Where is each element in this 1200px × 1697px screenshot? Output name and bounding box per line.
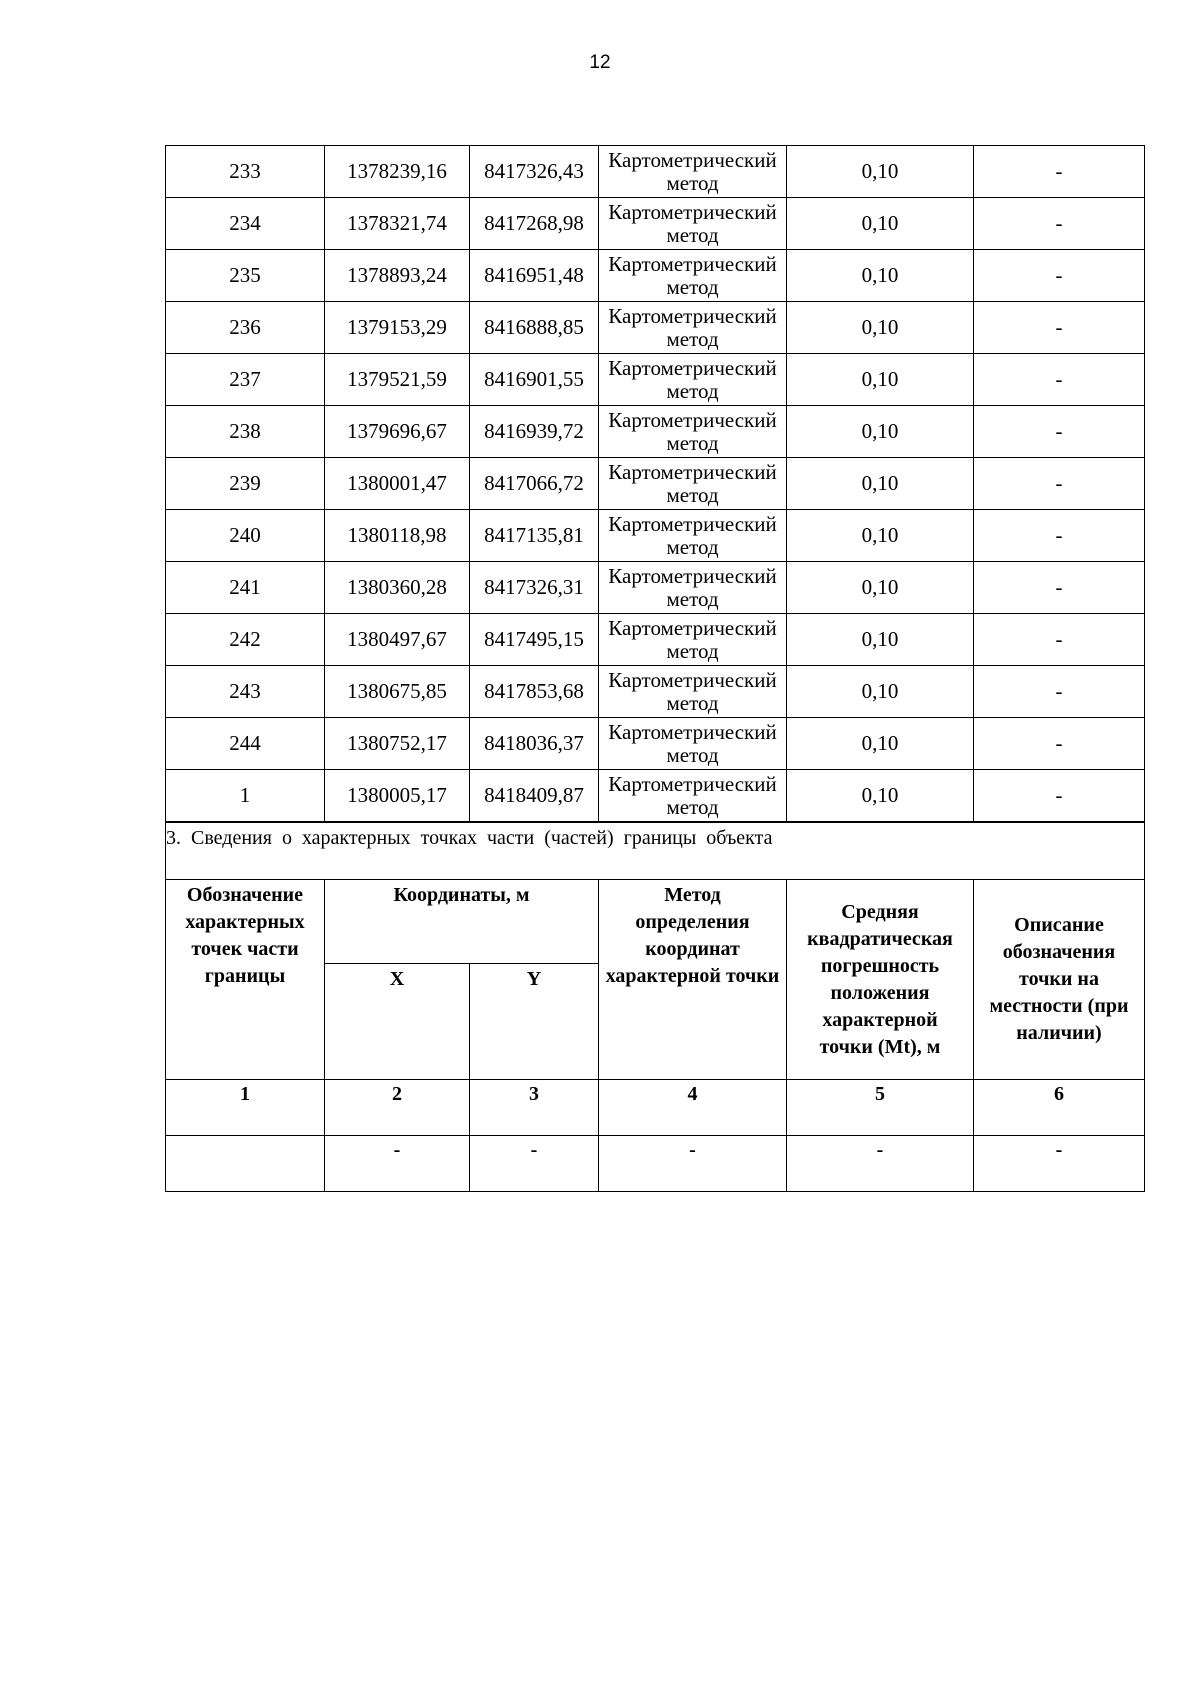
table-row xyxy=(166,406,1145,458)
section-3 xyxy=(166,822,1145,1192)
page-number: 12 xyxy=(589,52,611,73)
table-row xyxy=(166,718,1145,770)
y-coordinate-cell: 8418409,87 xyxy=(470,770,599,823)
point-cell: 237 xyxy=(166,354,325,406)
description-cell: - xyxy=(974,146,1145,198)
x-coordinate-cell: 1380497,67 xyxy=(325,614,470,666)
x-coordinate-cell: 1378239,16 xyxy=(325,146,470,198)
header-description: Описание обозначения точки на местности (при наличии) xyxy=(974,880,1145,1080)
method-text: Картометрический xyxy=(608,148,777,173)
y-coordinate-cell: 8417066,72 xyxy=(470,458,599,510)
header-method: Метод определения координат характерной точки xyxy=(599,880,787,1080)
x-coordinate-cell: 1380752,17 xyxy=(325,718,470,770)
y-coordinate-cell: 8417326,31 xyxy=(470,562,599,614)
y-coordinate-cell: 8416888,85 xyxy=(470,302,599,354)
method-cell xyxy=(599,770,787,823)
table-row xyxy=(166,250,1145,302)
method-text: метод xyxy=(666,430,719,455)
description-cell: - xyxy=(974,614,1145,666)
header-coordinates: Координаты, м xyxy=(325,880,599,964)
description-cell: - xyxy=(974,458,1145,510)
error-cell: 0,10 xyxy=(787,510,974,562)
method-text: Картометрический xyxy=(608,720,777,745)
empty-cell: - xyxy=(599,1136,787,1192)
header-row-1 xyxy=(166,880,1145,964)
x-coordinate-cell: 1380118,98 xyxy=(325,510,470,562)
point-cell: 234 xyxy=(166,198,325,250)
empty-data-row xyxy=(166,1136,1145,1192)
header-y: Y xyxy=(470,964,599,1080)
table-row xyxy=(166,510,1145,562)
section-3-title: 3. Сведения о характерных точках части (частей) границы объекта xyxy=(166,822,1145,880)
method-text: метод xyxy=(666,742,719,767)
point-cell: 242 xyxy=(166,614,325,666)
column-number: 5 xyxy=(787,1080,974,1136)
column-number: 2 xyxy=(325,1080,470,1136)
point-cell: 240 xyxy=(166,510,325,562)
x-coordinate-cell: 1379521,59 xyxy=(325,354,470,406)
method-text: метод xyxy=(666,222,719,247)
coordinates-table-body xyxy=(166,146,1145,823)
method-text: Картометрический xyxy=(608,304,777,329)
description-cell: - xyxy=(974,666,1145,718)
error-cell: 0,10 xyxy=(787,198,974,250)
error-cell: 0,10 xyxy=(787,302,974,354)
point-cell: 241 xyxy=(166,562,325,614)
table-row xyxy=(166,666,1145,718)
table-row xyxy=(166,198,1145,250)
header-designation: Обозначение характерных точек части границы xyxy=(166,880,325,1080)
x-coordinate-cell: 1380001,47 xyxy=(325,458,470,510)
error-cell: 0,10 xyxy=(787,718,974,770)
method-text: метод xyxy=(666,326,719,351)
table-row xyxy=(166,302,1145,354)
x-coordinate-cell: 1379696,67 xyxy=(325,406,470,458)
error-cell: 0,10 xyxy=(787,250,974,302)
point-cell: 239 xyxy=(166,458,325,510)
empty-cell: - xyxy=(787,1136,974,1192)
point-cell: 236 xyxy=(166,302,325,354)
description-cell: - xyxy=(974,510,1145,562)
method-cell xyxy=(599,510,787,562)
description-cell: - xyxy=(974,198,1145,250)
y-coordinate-cell: 8417268,98 xyxy=(470,198,599,250)
description-cell: - xyxy=(974,354,1145,406)
method-text: метод xyxy=(666,274,719,299)
coordinates-table xyxy=(165,145,1145,1192)
column-number: 3 xyxy=(470,1080,599,1136)
error-cell: 0,10 xyxy=(787,354,974,406)
method-cell xyxy=(599,718,787,770)
method-text: Картометрический xyxy=(608,668,777,693)
method-text: Картометрический xyxy=(608,616,777,641)
column-number: 6 xyxy=(974,1080,1145,1136)
error-cell: 0,10 xyxy=(787,666,974,718)
header-error: Средняя квадратическая погрешность положения характерной точки (Mt), м xyxy=(787,880,974,1080)
point-cell: 243 xyxy=(166,666,325,718)
method-text: Картометрический xyxy=(608,408,777,433)
method-text: Картометрический xyxy=(608,772,777,797)
header-x: X xyxy=(325,964,470,1080)
error-cell: 0,10 xyxy=(787,458,974,510)
y-coordinate-cell: 8416939,72 xyxy=(470,406,599,458)
column-number: 1 xyxy=(166,1080,325,1136)
error-cell: 0,10 xyxy=(787,770,974,823)
table-row xyxy=(166,354,1145,406)
point-cell: 235 xyxy=(166,250,325,302)
y-coordinate-cell: 8417326,43 xyxy=(470,146,599,198)
method-text: метод xyxy=(666,170,719,195)
point-cell: 233 xyxy=(166,146,325,198)
method-text: метод xyxy=(666,794,719,819)
method-cell xyxy=(599,666,787,718)
error-cell: 0,10 xyxy=(787,406,974,458)
description-cell: - xyxy=(974,250,1145,302)
x-coordinate-cell: 1378893,24 xyxy=(325,250,470,302)
description-cell: - xyxy=(974,718,1145,770)
empty-cell xyxy=(166,1136,325,1192)
method-text: Картометрический xyxy=(608,200,777,225)
table-row xyxy=(166,614,1145,666)
empty-cell: - xyxy=(974,1136,1145,1192)
method-cell xyxy=(599,614,787,666)
method-text: метод xyxy=(666,378,719,403)
y-coordinate-cell: 8416951,48 xyxy=(470,250,599,302)
method-text: метод xyxy=(666,638,719,663)
description-cell: - xyxy=(974,406,1145,458)
y-coordinate-cell: 8417853,68 xyxy=(470,666,599,718)
section-3-title-row xyxy=(166,822,1145,880)
y-coordinate-cell: 8416901,55 xyxy=(470,354,599,406)
table-row xyxy=(166,562,1145,614)
method-cell xyxy=(599,354,787,406)
method-cell xyxy=(599,198,787,250)
x-coordinate-cell: 1379153,29 xyxy=(325,302,470,354)
method-text: Картометрический xyxy=(608,252,777,277)
x-coordinate-cell: 1380675,85 xyxy=(325,666,470,718)
method-text: метод xyxy=(666,690,719,715)
method-text: метод xyxy=(666,586,719,611)
point-cell: 238 xyxy=(166,406,325,458)
x-coordinate-cell: 1378321,74 xyxy=(325,198,470,250)
column-number-row xyxy=(166,1080,1145,1136)
description-cell: - xyxy=(974,562,1145,614)
description-cell: - xyxy=(974,302,1145,354)
method-cell xyxy=(599,458,787,510)
method-cell xyxy=(599,146,787,198)
error-cell: 0,10 xyxy=(787,614,974,666)
method-cell xyxy=(599,406,787,458)
table-row xyxy=(166,458,1145,510)
table-row xyxy=(166,770,1145,823)
method-text: метод xyxy=(666,482,719,507)
x-coordinate-cell: 1380360,28 xyxy=(325,562,470,614)
error-cell: 0,10 xyxy=(787,146,974,198)
method-text: метод xyxy=(666,534,719,559)
method-cell xyxy=(599,562,787,614)
y-coordinate-cell: 8417135,81 xyxy=(470,510,599,562)
point-cell: 1 xyxy=(166,770,325,823)
table-row xyxy=(166,146,1145,198)
description-cell: - xyxy=(974,770,1145,823)
column-number: 4 xyxy=(599,1080,787,1136)
error-cell: 0,10 xyxy=(787,562,974,614)
y-coordinate-cell: 8417495,15 xyxy=(470,614,599,666)
method-text: Картометрический xyxy=(608,512,777,537)
empty-cell: - xyxy=(325,1136,470,1192)
method-cell xyxy=(599,302,787,354)
x-coordinate-cell: 1380005,17 xyxy=(325,770,470,823)
method-cell xyxy=(599,250,787,302)
method-text: Картометрический xyxy=(608,356,777,381)
point-cell: 244 xyxy=(166,718,325,770)
y-coordinate-cell: 8418036,37 xyxy=(470,718,599,770)
method-text: Картометрический xyxy=(608,460,777,485)
empty-cell: - xyxy=(470,1136,599,1192)
method-text: Картометрический xyxy=(608,564,777,589)
